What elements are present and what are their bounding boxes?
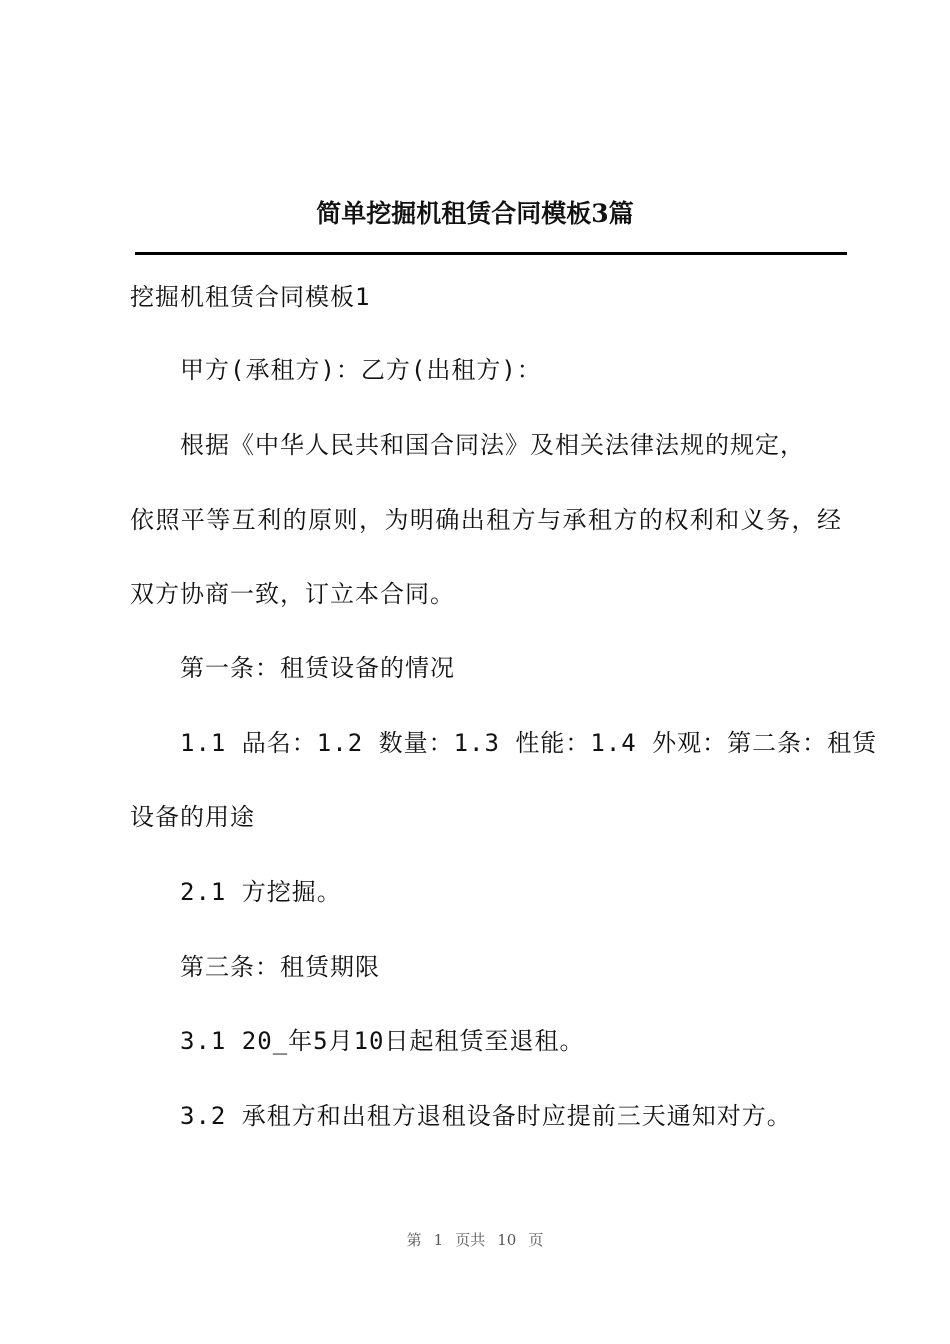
article-heading: 第三条：租赁期限 — [180, 953, 380, 981]
article-heading: 第一条：租赁设备的情况 — [180, 654, 455, 682]
paragraph-line: 根据《中华人民共和国合同法》及相关法律法规的规定， — [180, 431, 805, 459]
page-footer — [0, 1229, 950, 1251]
footer-prefix: 第 — [406, 1231, 422, 1249]
title-underline-rule — [135, 252, 847, 255]
parties-line: 甲方(承租方)：乙方(出租方)： — [180, 356, 542, 384]
clause-line: 3.2 承租方和出租方退租设备时应提前三天通知对方。 — [180, 1102, 792, 1130]
section-heading-template-1: 挖掘机租赁合同模板1 — [130, 283, 371, 311]
paragraph-line: 1.1 品名：1.2 数量：1.3 性能：1.4 外观：第二条：租赁 — [180, 729, 878, 757]
clause-line: 3.1 20_年5月10日起租赁至退租。 — [180, 1027, 585, 1055]
footer-total-pages: 10 — [497, 1231, 517, 1249]
footer-middle: 页共 — [455, 1231, 486, 1249]
clause-line: 2.1 方挖掘。 — [180, 878, 342, 906]
paragraph-line: 依照平等互利的原则，为明确出租方与承租方的权利和义务，经 — [130, 506, 842, 534]
paragraph-line: 双方协商一致，订立本合同。 — [130, 580, 455, 608]
paragraph-line: 设备的用途 — [130, 803, 255, 831]
footer-suffix: 页 — [528, 1231, 544, 1249]
document-title: 简单挖掘机租赁合同模板3篇 — [316, 199, 634, 228]
footer-current-page: 1 — [433, 1231, 444, 1249]
